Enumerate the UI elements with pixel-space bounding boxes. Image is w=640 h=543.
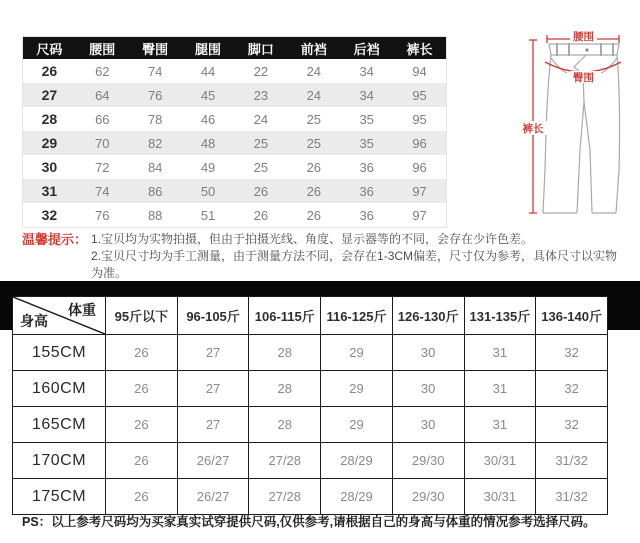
size-col-header: 腰围 [76, 37, 129, 59]
fit-table [12, 296, 608, 515]
warm-tips-line2: 2.宝贝尺寸均为手工测量，由于测量方法不同，会存在1-3CM偏差，尺寸仅为参考，具体尺寸以实物为准。 [91, 249, 618, 280]
measure-value: 34 [359, 63, 374, 79]
size-row [23, 203, 446, 227]
recommend-size-value: 32 [536, 407, 608, 443]
size-row [23, 131, 446, 155]
measure-value: 26 [253, 207, 269, 223]
recommend-size-value: 26 [106, 371, 178, 407]
fit-table-header [13, 297, 608, 335]
measure-value: 66 [95, 111, 110, 127]
measure-value: 94 [412, 63, 427, 79]
measure-value: 23 [253, 87, 269, 103]
measure-value: 26 [306, 183, 322, 199]
recommend-size-value: 26 [106, 443, 178, 479]
weight-col-header: 116-125斤 [321, 297, 393, 335]
size-col-header: 尺码 [23, 37, 76, 59]
recommend-size-value: 27/28 [249, 443, 321, 479]
pants-button [585, 48, 588, 51]
pants-diagram [470, 10, 640, 238]
recommend-size-value: 31 [464, 335, 536, 371]
measure-value: 51 [200, 207, 216, 223]
size-row [23, 59, 446, 83]
recommend-size-value: 29/30 [392, 479, 464, 515]
measure-value: 36 [359, 207, 374, 223]
fit-row [13, 443, 608, 479]
size-row [23, 155, 446, 179]
measure-value: 84 [147, 159, 163, 175]
hip-label: 臀围 [573, 72, 594, 84]
corner-weight-label: 体重 [68, 302, 96, 318]
fit-header-row [13, 297, 608, 335]
recommend-size-value: 28/29 [321, 443, 393, 479]
size-value: 29 [41, 135, 58, 151]
recommend-size-value: 31/32 [536, 479, 608, 515]
measure-value: 97 [412, 207, 427, 223]
measure-value: 25 [306, 135, 322, 151]
warm-tips-lines [91, 231, 622, 282]
recommend-size-value: 26 [106, 479, 178, 515]
weight-col-header: 95斤以下 [106, 297, 178, 335]
measure-value: 70 [95, 135, 110, 151]
recommend-size-value: 27 [177, 335, 249, 371]
height-value: 170CM [13, 443, 106, 479]
measure-value: 26 [306, 159, 322, 175]
size-table-header [23, 37, 446, 59]
measure-value: 50 [200, 183, 216, 199]
warm-tips-line1: 1.宝贝均为实物拍摄，但由于拍摄光线、角度、显示器等的不同，会存在少许色差。 [91, 232, 534, 246]
recommend-size-value: 28 [249, 407, 321, 443]
size-row [23, 83, 446, 107]
size-value: 31 [41, 183, 58, 199]
measure-value: 74 [95, 183, 110, 199]
recommend-size-value: 31/32 [536, 443, 608, 479]
recommend-size-value: 30 [392, 371, 464, 407]
measure-value: 82 [147, 135, 163, 151]
recommend-size-value: 30 [392, 407, 464, 443]
measure-value: 44 [200, 63, 216, 79]
warm-tips [22, 231, 622, 282]
size-col-header: 前裆 [287, 37, 340, 59]
recommend-size-value: 31 [464, 371, 536, 407]
fit-row [13, 479, 608, 515]
fit-row [13, 407, 608, 443]
recommend-size-value: 29 [321, 335, 393, 371]
measure-value: 76 [95, 207, 110, 223]
measure-value: 24 [306, 63, 322, 79]
ps-prefix: PS： [22, 515, 52, 529]
recommend-size-value: 29 [321, 407, 393, 443]
recommend-size-value: 30 [392, 335, 464, 371]
measure-value: 72 [95, 159, 110, 175]
size-row [23, 107, 446, 131]
recommend-size-value: 27/28 [249, 479, 321, 515]
measure-value: 25 [253, 135, 269, 151]
recommend-size-value: 26/27 [177, 479, 249, 515]
recommend-size-value: 32 [536, 335, 608, 371]
recommend-size-value: 28/29 [321, 479, 393, 515]
measure-value: 35 [359, 135, 374, 151]
recommend-size-value: 31 [464, 407, 536, 443]
measure-value: 96 [412, 135, 427, 151]
measure-value: 46 [200, 111, 216, 127]
fit-row [13, 335, 608, 371]
height-value: 165CM [13, 407, 106, 443]
size-table-wrap [22, 36, 447, 228]
measure-value: 97 [412, 183, 427, 199]
corner-height-label: 身高 [20, 313, 48, 329]
recommend-size-value: 28 [249, 371, 321, 407]
size-col-header: 裤长 [393, 37, 446, 59]
measure-value: 95 [412, 111, 427, 127]
recommend-size-value: 26 [106, 335, 178, 371]
size-col-header: 臀围 [129, 37, 182, 59]
pants-outline [543, 43, 620, 213]
measure-value: 49 [200, 159, 216, 175]
recommend-size-value: 28 [249, 335, 321, 371]
waist-label: 腰围 [573, 31, 594, 43]
size-header-row [23, 37, 446, 59]
recommend-size-value: 27 [177, 407, 249, 443]
recommend-size-value: 29/30 [392, 443, 464, 479]
recommend-size-value: 26 [106, 407, 178, 443]
measure-value: 48 [200, 135, 216, 151]
measure-value: 96 [412, 159, 427, 175]
size-value: 32 [41, 207, 58, 223]
size-table [23, 37, 446, 227]
recommend-size-value: 29 [321, 371, 393, 407]
length-label: 裤长 [522, 123, 544, 135]
weight-col-header: 106-115斤 [249, 297, 321, 335]
height-value: 175CM [13, 479, 106, 515]
recommend-size-value: 32 [536, 371, 608, 407]
measure-value: 36 [359, 159, 374, 175]
fit-table-body [13, 335, 608, 515]
ps-text: 以上参考尺码均为买家真实试穿提供尺码,仅供参考,请根据自己的身高与体重的情况参考选择尺码。 [51, 515, 596, 529]
weight-col-header: 96-105斤 [177, 297, 249, 335]
measure-value: 86 [147, 183, 163, 199]
size-row [23, 179, 446, 203]
weight-col-header: 126-130斤 [392, 297, 464, 335]
measure-value: 22 [253, 63, 269, 79]
size-value: 30 [41, 159, 58, 175]
measure-value: 35 [359, 111, 374, 127]
recommend-size-value: 30/31 [464, 479, 536, 515]
height-value: 155CM [13, 335, 106, 371]
recommend-size-value: 27 [177, 371, 249, 407]
size-value: 28 [41, 111, 58, 127]
recommend-size-value: 30/31 [464, 443, 536, 479]
measure-value: 78 [147, 111, 163, 127]
measure-value: 45 [200, 87, 216, 103]
fit-row [13, 371, 608, 407]
measure-value: 24 [253, 111, 269, 127]
measure-value: 25 [253, 159, 269, 175]
recommend-size-value: 26/27 [177, 443, 249, 479]
height-value: 160CM [13, 371, 106, 407]
measure-value: 26 [253, 183, 269, 199]
weight-col-header: 131-135斤 [464, 297, 536, 335]
measure-value: 95 [412, 87, 427, 103]
warm-tips-label: 温馨提示： [22, 232, 88, 247]
measure-value: 64 [95, 87, 110, 103]
size-table-body [23, 59, 446, 227]
measure-value: 74 [147, 63, 163, 79]
size-value: 27 [41, 87, 58, 103]
fit-corner-cell [13, 297, 106, 335]
measure-value: 26 [306, 207, 322, 223]
measure-value: 62 [95, 63, 110, 79]
measure-value: 25 [306, 111, 322, 127]
measure-value: 34 [359, 87, 374, 103]
size-col-header: 腿围 [182, 37, 235, 59]
measure-value: 24 [306, 87, 322, 103]
measure-value: 36 [359, 183, 374, 199]
size-col-header: 脚口 [235, 37, 288, 59]
size-value: 26 [41, 63, 58, 79]
weight-col-header: 136-140斤 [536, 297, 608, 335]
measure-value: 76 [147, 87, 163, 103]
measure-value: 88 [147, 207, 163, 223]
size-col-header: 后裆 [340, 37, 393, 59]
